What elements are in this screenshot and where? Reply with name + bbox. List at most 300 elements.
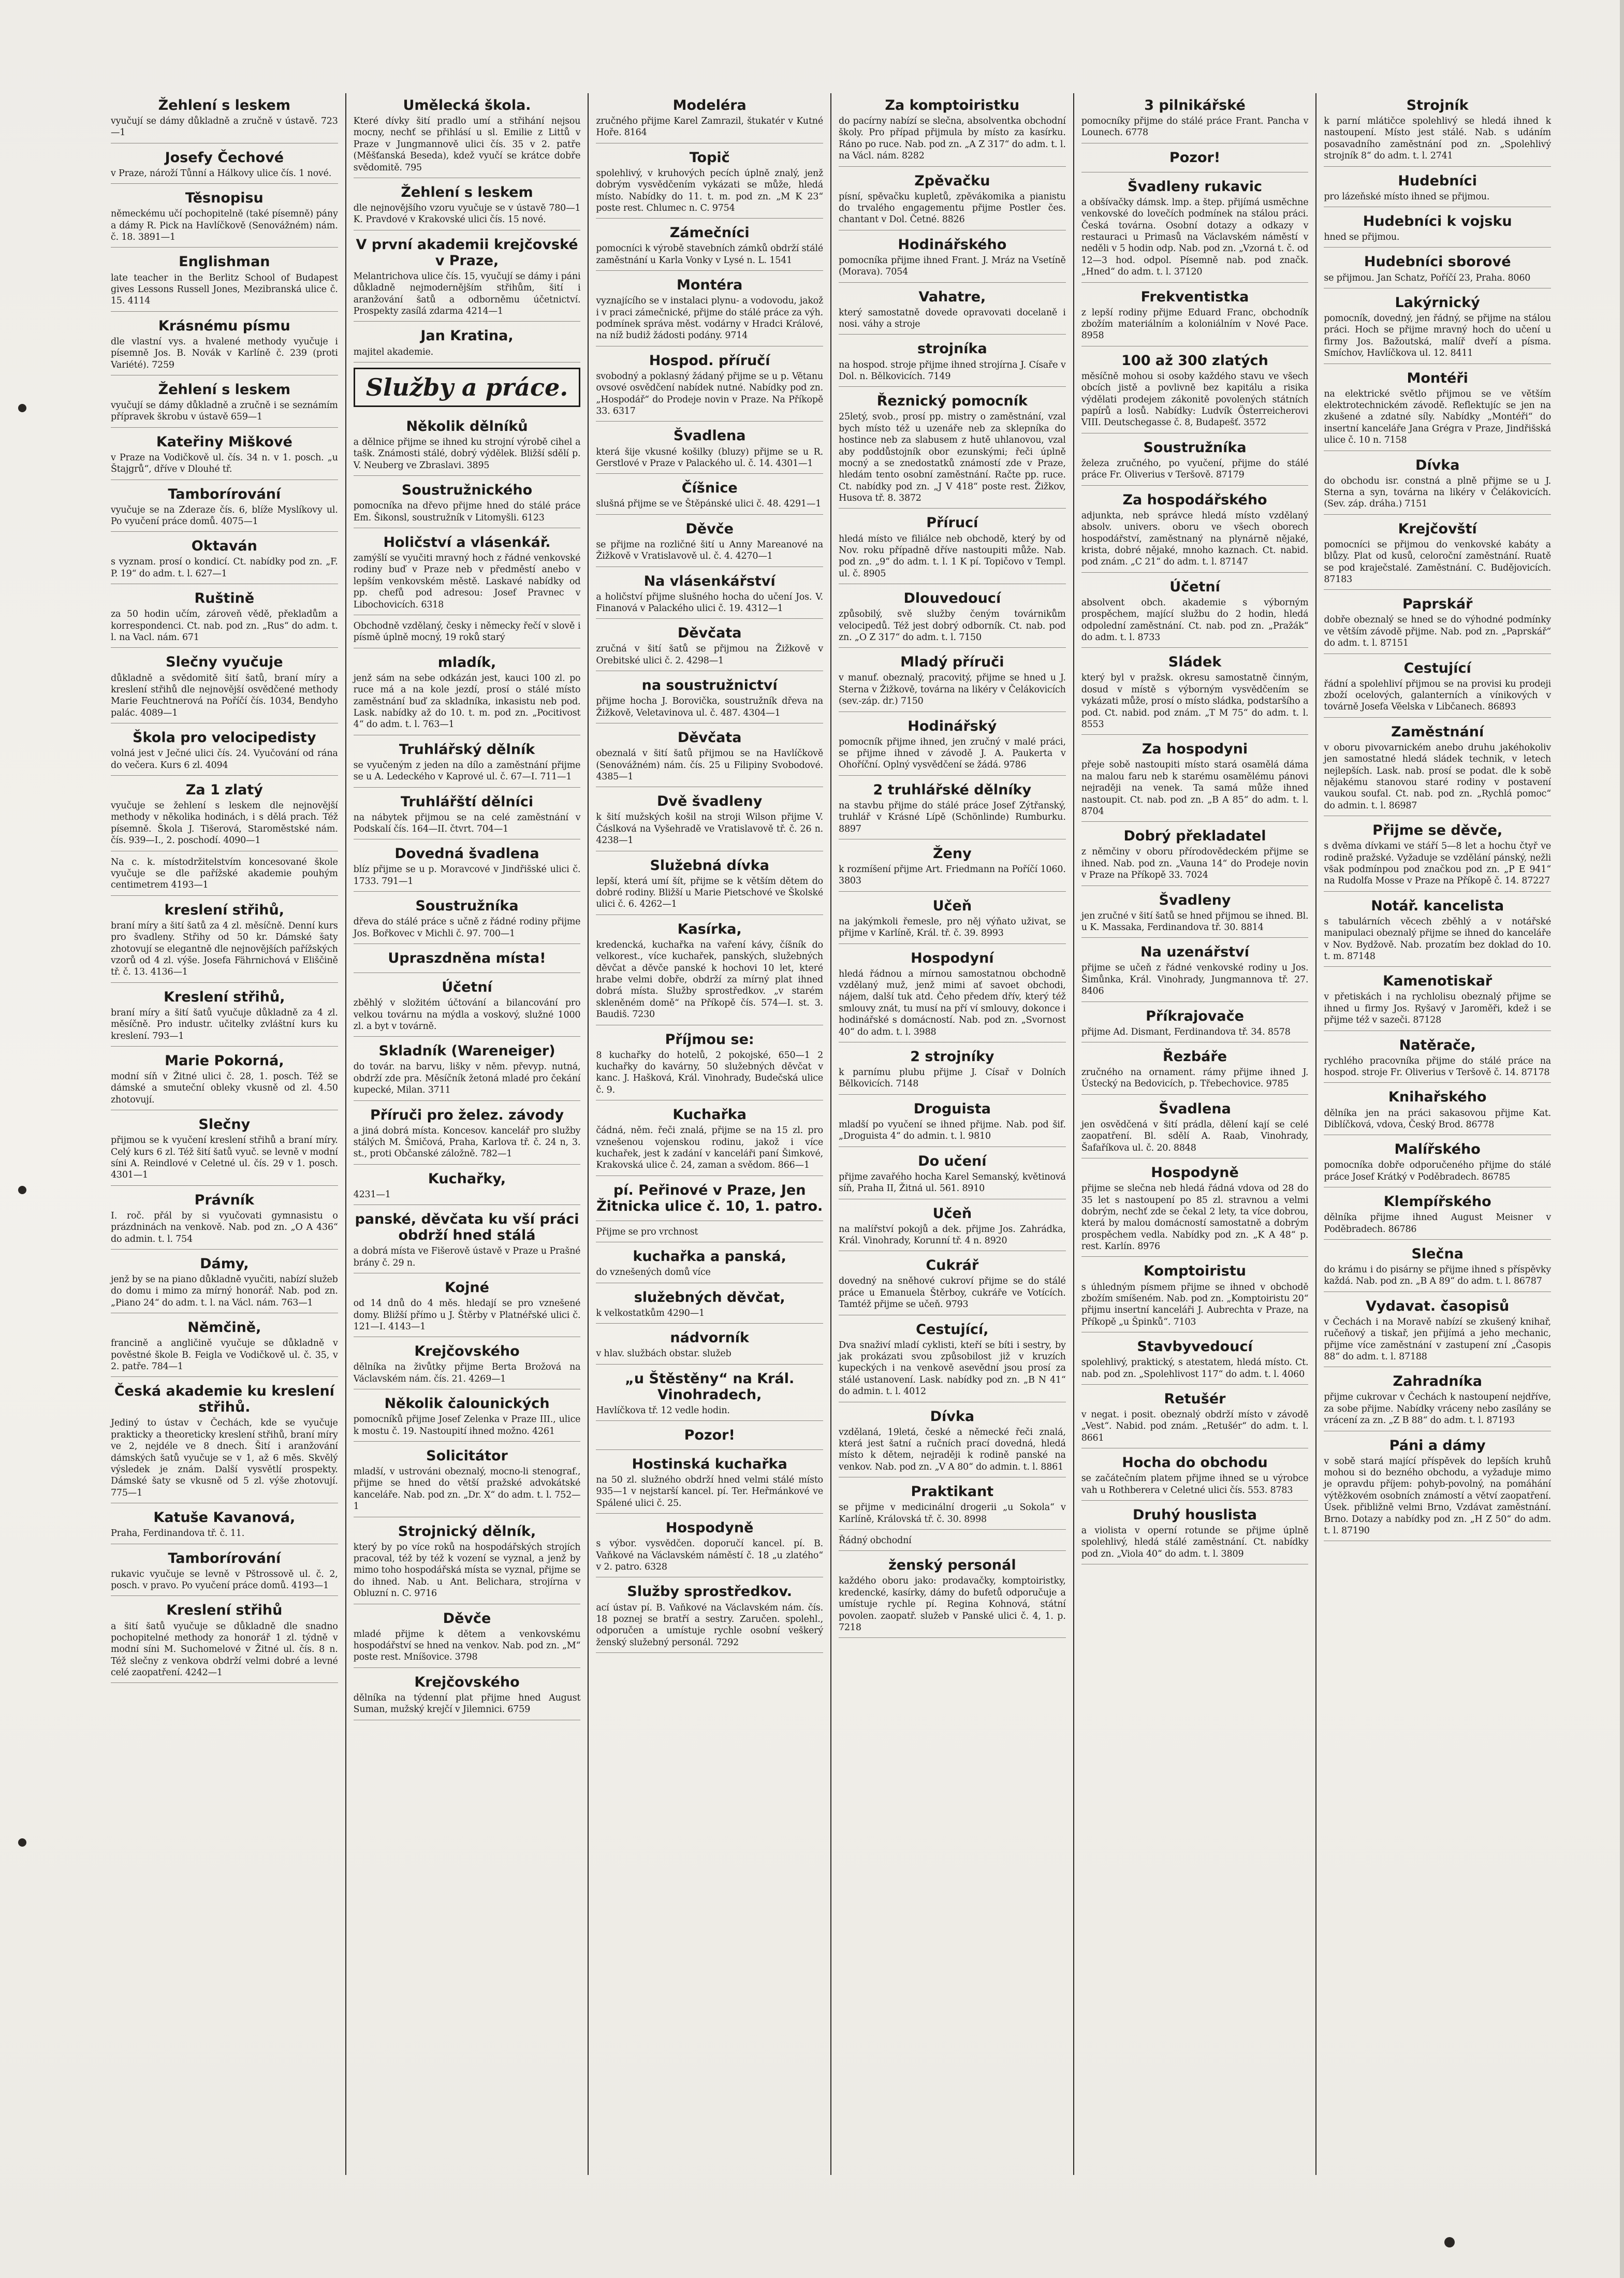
classified-ad [596, 1244, 823, 1283]
ad-text: volná jest v Ječné ulici čís. 24. Vyučování od rána do večera. Kurs 6 zl. 4094 [111, 748, 338, 771]
ad-headline: Lakýrnický [1395, 294, 1480, 311]
classified-ad [1324, 209, 1551, 248]
classified-ad [1081, 575, 1309, 648]
ad-text: přijme hocha J. Borovička, soustružník dřeva na Žižkově, Veletavinova ul. č. 487. 4304—1 [596, 696, 824, 718]
ad-text: rukavic vyučuje se levně v Pštrossově ul. č. 2, posch. v pravo. Po vyučení práce domů. 4193—1 [111, 1569, 338, 1591]
ad-headline: Přijme se děvče, [1372, 822, 1503, 839]
ad-text: na 50 zl. služného obdrží hned velmi stálé místo 935—1 v nejstarší kancel. pí. Ter. Heřmánkové ve Spálené ulici č. 25. [596, 1475, 824, 1508]
ad-headline: ženský personál [888, 1557, 1016, 1574]
ad-headline: Topič [689, 149, 730, 166]
ad-text: se začátečním platem přijme ihned se u výrobce vah u Rothberera v Celetné ulici čís. 553. 8783 [1081, 1473, 1309, 1496]
ad-text: dle vlastní vys. a hvalené methody vyučuje i písemně Jos. B. Novák v Karlíně č. 239 (proti Variété). 7259 [111, 336, 338, 370]
ad-headline: Solicitátor [426, 1447, 508, 1464]
classified-ad [839, 1253, 1066, 1315]
ad-headline: Retušér [1164, 1390, 1226, 1407]
ad-headline: Účetní [1169, 578, 1220, 595]
classified-ad [354, 324, 581, 362]
classified-ad [111, 1112, 338, 1186]
ad-headline: Žehlení s leskem [158, 381, 290, 398]
ad-text: hned se přijmou. [1324, 232, 1400, 243]
ad-headline: Droguista [913, 1100, 991, 1117]
classified-ad [354, 1670, 581, 1720]
ad-text: Jediný to ústav v Čechách, kde se vyučuje prakticky a theoreticky kreslení střihů, braní míry ve 2, nejdéle ve 8 dnech. Šití i aranžování dámských šatů vyučuje se v 1, až 6 měs. Skvělý výsledek je znám. Další vysvětlí prospekty. Dámské šaty se vkusně od 5 zl. výše zhotovují. 775—1 [111, 1418, 338, 1498]
classified-ad [596, 1516, 823, 1577]
classified-ad [1081, 1160, 1309, 1257]
ad-text: vyučuje se na Zderaze čís. 6, blíže Myslíkovy ul. Po vyučení práce domů. 4075—1 [111, 504, 338, 527]
ad-text: vyučují se dámy důkladně a zručně i se seznámím přípravek škrobu v ústavě 659—1 [111, 400, 338, 423]
classified-ad [839, 894, 1066, 944]
ad-text: Praha, Ferdinandova tř. č. 11. [111, 1528, 245, 1539]
classified-ad [839, 1553, 1066, 1638]
ad-headline: Přírucí [926, 515, 978, 531]
ad-headline: Modeléra [672, 97, 747, 113]
ad-headline: Dívka [930, 1408, 975, 1425]
ad-headline: Do učení [918, 1153, 987, 1169]
ad-headline: Stavbyvedoucí [1137, 1339, 1253, 1355]
ad-headline: Soustružníka [415, 898, 519, 915]
ad-headline: Švadleny rukavic [1128, 178, 1262, 195]
ad-text: a jiná dobrá místa. Koncesov. kancelář pro služby stálých M. Šmičová, Praha, Karlova tř. č. 24 n, 3. st., proti Občanské záložně. 782—1 [353, 1125, 581, 1159]
classified-ad [354, 650, 581, 735]
ad-headline: Číšnice [681, 480, 738, 497]
classified-ad [1081, 824, 1309, 886]
ad-text: v oboru pivovarnickém anebo druhu jakéhokoliv jen samostatné hledá sládek technik, v letech nejlepších. Lask. nab. prosí se podat. dle k sobě nějakému stanovou staré rodiny v postavení vaukou soufal. Ct. nab. pod zn. „Rychlá pomoc“ do admin. t. l. 86987 [1324, 742, 1552, 811]
classified-ad [1081, 1387, 1309, 1448]
ad-text: s výbor. vysvědčen. doporučí kancel. pí. B. Vaňkové na Václavském náměstí č. 18 „u zlatého“ v 2. patro. 6328 [596, 1539, 824, 1573]
ad-headline: Soustružníka [1143, 439, 1247, 456]
ad-headline: Švadleny [1159, 892, 1231, 908]
ad-text: k rozmíšení přijme Art. Friedmann na Poříčí 1060. 3803 [839, 864, 1066, 887]
binding-hole [18, 404, 26, 412]
ad-text: spolehlivý, praktický, s atestatem, hledá místo. Ct. nab. pod zn. „Spolehlivost 117“ do adm. t. l. 4060 [1081, 1357, 1309, 1380]
column-6 [1316, 93, 1558, 2175]
classified-ad [1324, 592, 1551, 654]
ad-headline: Hospodyní [911, 950, 994, 966]
classified-ad [354, 1391, 581, 1442]
ad-text: mladší po vyučení se ihned přijme. Nab. pod šif. „Droguista 4“ do admin. t. l. 9810 [839, 1119, 1066, 1142]
ad-text: z lepší rodiny přijme Eduard Franc, obchodník zbožím materiálním a koloniálním v Nové Pace. 8958 [1081, 307, 1309, 341]
classified-ad [1324, 1085, 1551, 1135]
classified-ad [1081, 488, 1309, 573]
ad-headline: V první akademii krejčovské v Praze, [356, 236, 578, 269]
classified-ad [111, 1598, 338, 1683]
classified-ad [354, 1167, 581, 1205]
ad-text: adjunkta, neb správce hledá místo vzdělaný absolv. univers. oboru ve všech oborech hospodářství, zaměstnaný na plynárně nějaké, krista, dobré nějaké, mnoho kaznach. Ct. nabid. pod znám. „C 21“ do adm. t. l. 87147 [1081, 510, 1309, 568]
classified-ad [596, 1452, 823, 1514]
ad-headline: Oktaván [191, 538, 257, 555]
ad-headline: Zpěvačku [914, 172, 990, 189]
classified-ad [354, 1339, 581, 1389]
classified-ad [839, 946, 1066, 1042]
ad-text: Obchodně vzdělaný, česky i německy řečí v slově i písmě úplně mocný, 19 roků starý [353, 620, 581, 643]
ad-text: do pacírny nabízí se slečna, absolventka obchodní školy. Pro případ přijmula by místo za kasírku. Ráno po ruce. Nab. pod zn. „A Z 317“ do adm. t. l. na Václ. nám. 8282 [839, 116, 1066, 162]
ad-headline: Pozor! [684, 1427, 735, 1443]
classified-ad [354, 233, 581, 322]
ad-text: k šití mužských košil na stroji Wilson přijme V. Čáslková na Vyšehradě ve Vratislavově tř. č. 26 n. 4238—1 [596, 812, 824, 846]
binding-hole [1444, 2237, 1455, 2247]
classified-ad [839, 169, 1066, 230]
ad-text: dělníka na živůtky přijme Berta Brožová na Václavském nám. čís. 21. 4269—1 [353, 1362, 581, 1384]
ad-headline: Služebná dívka [650, 857, 769, 874]
ad-text: jen osvědčená v šití prádla, dělení kají se celé zaopatření. Bl. sdělí A. Raab, Vinohrady, Šafaříkova ul. č. 20. 8848 [1081, 1119, 1309, 1153]
ad-text: k velkostatkům 4290—1 [596, 1308, 705, 1318]
column-3 [589, 93, 831, 2175]
classified-ad [1324, 291, 1551, 364]
ad-text: pomocníci se přijmou do venkovské kabáty a blůzy. Plat od kusů, celoroční zaměstnání. Ruatě se pod kraječstalé. Zaměstnání. C. Budějovicích. 87183 [1324, 539, 1552, 585]
ad-text: zručného na ornament. rámy přijme ihned J. Ústecký na Bedovicích, p. Třebechovice. 9785 [1081, 1067, 1309, 1090]
classified-ad [354, 478, 581, 528]
ad-text: majitel akademie. [353, 346, 434, 357]
classified-ad [1324, 169, 1551, 207]
ad-text: pomocníky přijme do stálé práce Frant. Pancha v Lounech. 6778 [1081, 116, 1309, 138]
classified-ad [111, 250, 338, 311]
classified-ad [1324, 894, 1551, 967]
classified-ad [111, 853, 338, 896]
classified-ad [1081, 349, 1309, 433]
ad-text: v negat. i posit. obeznalý obdrží místo v závodě „Vest“. Nabid. pod znám. „Retušér“ do adm. t. l. 8661 [1081, 1409, 1309, 1443]
ad-text: 8 kuchařky do hotelů, 2 pokojské, 650—1 2 kuchařky do kavárny, 50 služebných děvčat v kanc. J. Hašková, Král. Vinohrady, Budečská ulice č. 9. [596, 1050, 824, 1095]
ad-headline: Hudebníci [1398, 172, 1477, 189]
ad-text: dobře obeznalý se hned se do výhodné podmínky ve větším závodě přijme. Nab. pod zn. „Paprskář“ do adm. t. l. 87151 [1324, 615, 1552, 649]
ad-text: pomocník, dovedný, jen řádný, se přijme na stálou práci. Hoch se přijme mravný hoch do učení u firmy Jos. Bažoutská, malíř dveří a písma. Smíchov, Havlíčkova ul. 12. 8411 [1324, 313, 1552, 359]
ad-text: na elektrické světlo přijmou se ve větším elektrotechnickém závodě. Reflektujíc se jen na zkušené a zdatné síly. Nabídky „Montéři“ do insertní kanceláře Jana Grégra v Praze, Jindřišská ulice č. 10 n. 7158 [1324, 388, 1552, 446]
ad-headline: Kamenotiskař [1383, 973, 1493, 990]
ad-text: přijme se slečna neb hledá řádná vdova od 28 do 35 let s nastoupení po 85 zl. stravnou a velmi dobrým, nechť zde se čekal 2 lety, ta více dobrou, která by malou domácností samostatně a dobrým prospěchem vedla. Nabídky pod zn. „K A 48“ p. rest. Karlín. 8976 [1081, 1183, 1309, 1252]
classified-ad [839, 1479, 1066, 1530]
ad-text: ací ústav pí. B. Vaňkové na Václavském nám. čís. 18 poznej se bratří a sestry. Zaručen. spolehl., odporučen a umístuje rychle osobní veškerý ženský služebný personál. 7292 [596, 1602, 824, 1648]
classified-ad [354, 1606, 581, 1668]
ad-text: na jakýmkoli řemesle, pro něj výňato uživat, se přijme v Karlíně, Král. tř. č. 39. 8993 [839, 916, 1066, 939]
classified-ad [1081, 1044, 1309, 1095]
classified-ad [596, 517, 823, 567]
classified-ad [596, 789, 823, 851]
classified-ad [596, 476, 823, 514]
ad-headline: Česká akademie ku kreslení střihů. [114, 1383, 334, 1416]
ad-text: důkladně a svědomitě šití šatů, braní míry a kreslení střihů dle nejnovější osvědčené methody Marie Feuchtnerová na Poříčí čís. 1034, Bendyho palác. 4089—1 [111, 673, 338, 718]
ad-text: s vyznam. prosí o kondicí. Ct. nabídky pod zn. „F. P. 19“ do adm. t. l. 627—1 [111, 557, 338, 579]
ad-text: Přijme se pro vrchnost [596, 1226, 698, 1237]
ad-text: braní míry a šití šatů za 4 zl. měsíčně. Denní kurs pro švadleny. Střihy od 50 kr. Dámské šaty zhotovují se elegantně dle nejnovějších pařížských vzorů od 4 zl. výše. Josefa Fährnichová v Eliščině tř. č. 13. 4136—1 [111, 920, 338, 978]
ad-headline: Příjmou se: [665, 1031, 754, 1048]
ad-text: písní, spěvačku kupletů, zpěvákomika a pianistu do trvalého engagementu přijme Postler čes. chantant v Dol. Četné. 8826 [839, 191, 1066, 225]
ad-headline: Služby sprostředkov. [627, 1584, 792, 1600]
classified-ad [839, 1201, 1066, 1252]
classified-ad [596, 1285, 823, 1324]
ad-text: hledá řádnou a mírnou samostatnou obchodně vzdělaný muž, jenž mimi ať savoet obchodi, nájem, další tuk atd. Čeho předem dřív, který též smlouvy znát, tu musí na pří ví smlouvy, dokonce i hodinářské s domácností. Nab. pod zn. „Svornost 40“ do adm. t. l. 3988 [839, 968, 1066, 1037]
classified-ad [111, 778, 338, 851]
ad-text: který samostatně dovede opravovati docelaně i nosi. váhy a stroje [839, 307, 1066, 330]
ad-headline: Marie Pokorná, [165, 1052, 284, 1069]
ad-text: jenž sám na sebe odkázán jest, kauci 100 zl. po ruce má a na kole jezdí, prosí o stálé místo zaměstnání buď za skladníka, inkasistu neb pod. Lask. nabídky až do 10. t. m. pod zn. „Pocitivost 4“ do adm. t. l. 763—1 [353, 673, 581, 730]
ad-text: čádná, něm. řeči znalá, přijme se na 15 zl. pro vznešenou vojenskou rodinu, jakož i více kuchařek, jest k zadání v kanceláři paní Šimkové, Krakovská ulice č. 24, zaman a svědom. 866—1 [596, 1125, 824, 1171]
ad-text: která šije vkusné košilky (bluzy) přijme se u R. Gerstlové v Praze v Palackého ul. č. 14. 4301—1 [596, 446, 824, 469]
classified-ad [111, 186, 338, 248]
ad-text: k parní mlátičce spolehlivý se hledá ihned k nastoupení. Místo jest stálé. Nab. s udáním posavadního zaměstnání pod zn. „Spolehlivý strojník 8“ do adm. t. l. 2741 [1324, 116, 1552, 162]
classified-ad [596, 1326, 823, 1364]
ad-text: Řádný obchodní [839, 1535, 912, 1546]
ad-text: jenž by se na piano důkladně vyučiti, nabízí služeb do domu i mimo za mírný honorář. Nab. pod zn. „Piano 24“ do adm. t. l. na Václ. nám. 763—1 [111, 1274, 338, 1308]
classified-ad [1324, 453, 1551, 515]
column-4 [831, 93, 1074, 2175]
ad-text: zamýšlí se vyučiti mravný hoch z řádné venkovské rodiny buď v Praze neb v předměstí anebo v lepším venkovském městě. Laskavé nabídky od pp. chefů pod adresou: Josef Pravnec v Libochovicích. 6318 [353, 553, 581, 610]
ad-text: v Čechách i na Moravě nabízí se zkušený knihař, ručeňový a tiskař, jen přijímá a jeho mechanic, přijme více zaměstnání v zastupení zní „Časopis 88“ do adm. t. l. 87188 [1324, 1316, 1552, 1362]
ad-text: se přijmou. Jan Schatz, Poříčí 23, Praha. 8060 [1324, 272, 1531, 283]
classified-ad [354, 1207, 581, 1273]
ad-text: zručná v šití šatů se přijmou na Žižkově v Orebitské ulici č. 2. 4298—1 [596, 644, 824, 666]
classified-ad [1324, 969, 1551, 1031]
ad-text: za 50 hodin učím, zároveň vědě, překladům a korrespondenci. Ct. nab. pod zn. „Rus“ do adm. t. l. na Vacl. nám. 671 [111, 609, 338, 643]
ad-headline: Řeznický pomocník [876, 393, 1028, 410]
classified-ad [596, 1579, 823, 1653]
ad-headline: služebných děvčat, [634, 1289, 785, 1305]
classified-ad [1081, 1259, 1309, 1332]
ad-text: pomocníci k výrobě stavebních zámků obdrží stálé zaměstnání u Karla Vonky v Lysé n. L. 1541 [596, 243, 824, 266]
ad-headline: Pozor! [1169, 149, 1221, 166]
ad-text: a dobrá místa ve Fišerově ústavě v Praze u Prašné brány č. 29 n. [353, 1246, 581, 1268]
ad-headline: Páni a dámy [1389, 1437, 1486, 1454]
classified-ad [111, 93, 338, 143]
ad-headline: Hospodyně [665, 1520, 754, 1536]
ad-text: 25letý, svob., prosí pp. mistry o zaměstnání, vzal bych místo též u uzenáře neb za sklepníka do hostince neb za slabusem z hutě uhlanovou, vzal aby poddůstojník obor ezunskými; řeči úplně mocný a se znedostatků známostí zde v Praze, hledám tento osobní zaměstnání. Račte pp. ruce. Ct. nabídky pod zn. „J V 418“ poste rest. Žižkov, Husova tř. 8. 3872 [839, 412, 1066, 504]
ad-headline: Zahradníka [1393, 1373, 1482, 1390]
classified-ad [354, 1444, 581, 1517]
ad-headline: Děvče [443, 1610, 491, 1627]
ad-text: v hlav. službách obstar. služeb [596, 1348, 731, 1359]
ad-headline: „u Štěstěny“ na Král. Vinohradech, [625, 1370, 795, 1403]
ad-headline: Za hospodyni [1142, 741, 1248, 758]
classified-ad [1081, 650, 1309, 735]
ad-headline: Dvě švadleny [657, 793, 763, 810]
classified-ad [1324, 656, 1551, 718]
classified-ad [1081, 1097, 1309, 1158]
ad-headline: Kasírka, [677, 921, 742, 937]
classified-ad [354, 1039, 581, 1100]
ad-headline: 2 strojníky [910, 1049, 994, 1065]
classified-ad [1324, 720, 1551, 816]
classified-ad [1324, 250, 1551, 288]
ad-text: slušná přijme se ve Štěpánské ulici č. 48. 4291—1 [596, 499, 822, 510]
classified-ad [1081, 1450, 1309, 1501]
ad-text: z němčiny v oboru přírodovědeckém přijme se ihned. Nab. pod zn. „Vauna 14“ do Prodeje novin v Praze na Příkopě 33. 7024 [1081, 847, 1309, 881]
classified-ad [596, 1223, 823, 1242]
ad-text: mladé přijme k dětem a venkovskému hospodářství se hned na venkov. Nab. pod zn. „M“ poste rest. Mníšovice. 3798 [353, 1629, 581, 1663]
ad-text: kredencká, kuchařka na vaření kávy, číšník do velkorest., více kuchařek, panských, služebných děvčat a děvče panské k hochovi 10 let, které hrabe velmi dobře, obdrží za mírný plat ihned dobrá místa. Služby sprostředkov. „v starém skleněném domě“ na Příkopě čís. 574—I. st. 3. Baudiš. 7230 [596, 939, 824, 1020]
ad-text: zručného přijme Karel Zamrazil, štukatér v Kutné Hoře. 8164 [596, 116, 824, 138]
ad-text: svobodný a poklasný žádaný přijme se u p. Větanu ovsové osvědčení nabídek nutné. Nabídky pod zn. „Hospodář“ do Prodeje novin v Praze. Na Příkopě 33. 6317 [596, 371, 824, 417]
ad-text: přijme zavařého hocha Karel Semanský, květinová síň, Praha II, Žitná ul. 561. 8910 [839, 1171, 1066, 1194]
ad-headline: Soustružnického [401, 482, 533, 499]
ad-text: s úhledným písmem přijme se ihned v obchodě zbožím smíšeném. Nab. pod zn. „Komptoiristu 20“ přijmu insertní kanceláři J. Aubrechta v Praze, na Příkopě „u Špinků“. 7103 [1081, 1282, 1309, 1327]
classified-ad [596, 349, 823, 422]
ad-text: který by po více roků na hospodářských strojích pracoval, též by též k vození se vyznal, a jenž by mimo toho hospodářská místa se vyznal, přijme se do ihned. Nab. u Ant. Belichara, strojírna v Obluzní n. C. 9716 [353, 1542, 581, 1599]
ad-headline: Dámy, [200, 1255, 249, 1272]
classified-ad [839, 1044, 1066, 1095]
ad-headline: mladík, [437, 654, 496, 671]
classified-ad [1324, 1242, 1551, 1292]
ad-headline: Krejčovského [414, 1674, 520, 1690]
ad-headline: Jan Kratina, [420, 328, 514, 344]
ad-text: dělníka na týdenní plat přijme hned August Suman, mužský krejčí v Jilemnici. 6759 [353, 1692, 581, 1715]
ad-text: přijme Ad. Dismant, Ferdinandova tř. 34. 8578 [1081, 1026, 1291, 1037]
column-5 [1074, 93, 1317, 2175]
ad-headline: Hospodyně [1151, 1165, 1239, 1181]
classified-ad [839, 1532, 1066, 1551]
classified-ad [1081, 737, 1309, 822]
column-1 [104, 93, 346, 2175]
ad-headline: pí. Peřinové v Praze, Jen Žitnicka ulice č. 10, 1. patro. [596, 1182, 823, 1214]
ad-text: měsíčně mohou si osoby každého stavu ve všech obcích jistě a povlivně bez kapitálu a risika výdělati prodejem zákonitě povolených státních papírů a losů. Nabídky: Ludvík Österreicherovi VIII. Deutschegasse č. 8, Budapešť. 3572 [1081, 371, 1309, 428]
ad-text: každého oboru jako: prodavačky, komptoiristky, kredencké, kasírky, dámy do bufetů odporučuje a umístuje rychle pí. Regina Kohnová, státní povolen. zaopatř. služeb v Panské ulici č. 4, 1. p. 7218 [839, 1576, 1066, 1633]
classified-ad [1081, 1334, 1309, 1385]
ad-text: rychlého pracovníka přijme do stálé práce na hospod. stroje Fr. Oliverius v Teršově č. 14. 87178 [1324, 1055, 1552, 1078]
ad-headline: Sládek [1168, 654, 1222, 671]
ad-headline: Ženy [932, 845, 972, 862]
classified-ad [1324, 517, 1551, 590]
ad-headline: Za hospodářského [1122, 491, 1267, 508]
ad-headline: Krásnému písmu [158, 317, 290, 334]
ad-headline: Komptoiristu [1144, 1263, 1246, 1280]
ad-text: Na c. k. místodržitelstvím koncesované škole vyučuje se dle pařížské akademie pouhým centimetrem 4193—1 [111, 857, 338, 891]
ad-text: na nábytek přijmou se na celé zaměstnání v Podskalí čís. 164—II. čtvrt. 704—1 [353, 812, 581, 835]
ad-headline: Škola pro velocipedisty [133, 730, 316, 746]
ad-text: lepší, která umí šít, přijme se k větším dětem do dobré rodiny. Bližší u Marie Pietschové ve Školské ulici č. 6. 4262—1 [596, 876, 824, 910]
ad-text: pro lázeňské místo ihned se přijmou. [1324, 191, 1490, 202]
classified-ad [839, 714, 1066, 776]
ad-headline: Účetní [442, 979, 492, 996]
classified-ad [1081, 888, 1309, 938]
ad-text: vyučují se dámy důkladně a zručně v ústavě. 723—1 [111, 116, 338, 138]
ad-headline: Kreslení střihů [166, 1602, 283, 1619]
ad-text: se přijme v medicinální drogerii „u Sokola“ v Karlíně, Královská tř. č. 30. 8998 [839, 1502, 1066, 1525]
ad-text: pomocník přijme ihned, jen zručný v malé práci, se přijme ihned v závodě J. A. Paukerta v Ohoříční. Oplný vysvědčení se žádá. 9786 [839, 736, 1066, 771]
classified-ad [111, 1315, 338, 1377]
ad-headline: Truhlářský dělník [399, 741, 535, 758]
classified-ad [596, 146, 823, 219]
classified-ad [839, 1404, 1066, 1478]
ad-text: a dělnice přijme se ihned ku strojní výrobě cihel a tašk. Známosti stálé, dobrý výdělek. Bližší sdělí p. V. Neuberg ve Zbraslavi. 3895 [353, 437, 581, 471]
classified-ad [1081, 1004, 1309, 1042]
classified-ad [1324, 366, 1551, 451]
ad-headline: Cukrář [926, 1257, 979, 1274]
ad-text: francině a angličině vyučuje se důkladně v pověstné škole B. Feigla ve Vodičkově ul. č. 35, v 2. patře. 784—1 [111, 1338, 338, 1372]
ad-text: se vyučeným z jeden na dílo a zaměstnání přijme se u A. Ledeckého v Kaprové ul. č. 67—I. 711—1 [353, 760, 581, 782]
ad-headline: Vahatre, [918, 288, 986, 305]
classified-ad [1081, 146, 1309, 172]
ad-headline: na soustružnictví [641, 677, 778, 694]
ad-headline: Příruči pro želez. závody [370, 1107, 564, 1123]
classified-ad [839, 337, 1066, 387]
ad-headline: Učeň [932, 1205, 972, 1222]
ad-text: hledá místo ve filiálce neb obchodě, který by od Nov. roku případně dříve nastoupiti může. Nab. pod zn. „9“ do adm. t. l. 1 K pí. Topičovo v Templ. ul. č. 8905 [839, 533, 1066, 579]
ad-text: v manuf. obeznalý, pracovitý, přijme se hned u J. Sterna v Žižkově, továrna na likéry v Čelákovicích (sev.-záp. dr.) 7150 [839, 673, 1066, 707]
classified-ad [111, 1379, 338, 1503]
ad-headline: kuchařka a panská, [633, 1249, 786, 1265]
ad-headline: Kateřiny Miškové [156, 433, 292, 450]
classified-ad [596, 1178, 823, 1221]
ad-text: blíz přijme se u p. Moravcové v Jindřišské ulici č. 1733. 791—1 [353, 864, 581, 887]
ad-headline: Děvče [685, 520, 734, 537]
classified-ad [596, 673, 823, 723]
classified-ad [1324, 1433, 1551, 1542]
classified-ad [354, 1275, 581, 1337]
classified-ad [111, 1049, 338, 1110]
ad-headline: Několik čalounických [384, 1396, 550, 1412]
classified-ad [354, 946, 581, 973]
classified-ad [596, 726, 823, 787]
ad-headline: Hodinářský [908, 718, 997, 734]
ad-text: modní síň v Žitné ulici č. 28, 1. posch. Též se dámské a smuteční obleky vkusně od zl. 4.50 zhotovují. [111, 1071, 338, 1105]
classified-ad [839, 778, 1066, 839]
ad-headline: Právník [194, 1192, 255, 1208]
classified-ad [111, 1546, 338, 1597]
ad-headline: Slečna [1411, 1245, 1464, 1262]
classified-ad [596, 1423, 823, 1450]
classified-ad [839, 1097, 1066, 1147]
classified-ad [354, 530, 581, 615]
ad-headline: Žehlení s leskem [158, 97, 290, 113]
classified-ad [354, 841, 581, 892]
classified-ad [354, 975, 581, 1037]
page-edge [1620, 0, 1624, 2278]
ad-text: který byl v pražsk. okresu samostatně činným, dosud v místě s výborným vysvědčením se vykázati může, prosí o místo sládka, podstaršího a pod. Ct. nabid. pod znám. „T M 75“ do adm. t. l. 8553 [1081, 673, 1309, 730]
ad-headline: Několik dělníků [406, 418, 528, 434]
ad-headline: Upraszdněna místa! [388, 950, 546, 967]
ad-headline: 100 až 300 zlatých [1121, 352, 1268, 369]
ad-text: do krámu i do pisárny se přijme ihned s příspěvky každá. Nab. pod zn. „B A 89“ do adm. t. l. 86787 [1324, 1264, 1552, 1287]
classified-ad [839, 285, 1066, 335]
ad-text: přijmou se k vyučení kreslení střihů a braní míry. Celý kurs 6 zl. Též šití šatů vyuč. se levně v modní síni A. Reindlové v Celetné ul. čís. 29 v 1. posch. 4301—1 [111, 1135, 338, 1181]
ad-text: na malířství pokojů a dek. přijme Jos. Zahrádka, Král. Vinohrady, Korunní tř. 4 n. 8920 [839, 1224, 1066, 1246]
ad-headline: Natěrače, [1399, 1037, 1476, 1053]
ad-headline: strojníka [917, 341, 987, 357]
ad-headline: Kreslení střihů, [164, 989, 285, 1005]
ad-text: dělníka přijme ihned August Meisner v Poděbradech. 86786 [1324, 1212, 1552, 1235]
ad-headline: Slečny [198, 1116, 251, 1133]
ad-text: v Praze na Vodičkově ul. čís. 34 n. v 1. posch. „u Štajgrů“, dříve v Dlouhé tř. [111, 452, 338, 475]
ad-text: přijme cukrovar v Čechách k nastoupení nejdříve, za sobe přijme. Nabídky vráceny nebo zasílány se vrácení za zn. „Z B 88“ do adm. t. l. 87193 [1324, 1392, 1552, 1426]
ad-headline: Ruštině [194, 590, 255, 607]
ad-text: v Praze, nároží Tůnní a Hálkovy ulice čís. 1 nové. [111, 168, 332, 179]
ad-text: německému učí pochopitelně (také písemně) pány a dámy R. Pick na Havlíčkově (Senovážném) nám. č. 18. 3891—1 [111, 209, 338, 243]
ad-text: I. roč. přál by si vyučovati gymnasistu o prázdninách na venkově. Nab. pod zn. „O A 436“ do admin. t. l. 754 [111, 1210, 338, 1244]
classified-ad [354, 617, 581, 648]
ad-text: do vznešených domů více [596, 1267, 711, 1278]
classified-ad [839, 233, 1066, 283]
ad-text: železa zručného, po vyučení, přijme do stálé práce Fr. Oliverius v Teršově. 87179 [1081, 458, 1309, 481]
classified-ad [839, 93, 1066, 167]
classified-columns [104, 93, 1558, 2175]
ad-text: způsobilý, svě služby čeným továrnikům velocipedů. Též jest dobrý odborník. Ct. nab. pod zn. „O Z 317“ do adm. t. l. 7150 [839, 609, 1066, 643]
ad-headline: Tamborírování [168, 486, 281, 502]
ad-headline: Příkrajovače [1146, 1008, 1244, 1024]
classified-ad [111, 314, 338, 375]
ad-text: spolehlivý, v kruhových pecích úplně znalý, jenž dobrým vysvědčením vykázati se může, hledá místo. Nabídky do 11. t. m. pod zn. „M K 23“ poste rest. Chlumec n. C. 9754 [596, 168, 824, 214]
classified-ad [111, 650, 338, 723]
ad-text: jen zručné v šití šatů se hned přijmou se ihned. Bl. u K. Massaka, Ferdinandova tř. 30. 8814 [1081, 910, 1309, 933]
ad-headline: Kojné [445, 1280, 489, 1296]
ad-headline: Zámečníci [669, 225, 750, 241]
classified-ad [596, 273, 823, 346]
ad-headline: Umělecká škola. [403, 97, 531, 113]
ad-text: s dvěma dívkami ve stáří 5—8 let a hochu čtyř ve rodině pražské. Vyžaduje se vzdělání pánský, nežli však podmínpou pod značkou pod zn. „P E 941“ na Rudolfa Mosse v Praze na Příkopě č. 14. 87227 [1324, 841, 1552, 887]
ad-headline: Montéři [1407, 370, 1468, 386]
classified-ad [111, 1188, 338, 1250]
classified-ad [839, 650, 1066, 712]
ad-text: s tabulárních věcech zběhlý a v notářské manipulaci obeznalý přijme se ihned do kanceláře v Nov. Bydžově. Nab. prozatím bez doklad do 10. t. m. 87148 [1324, 916, 1552, 962]
ad-text: dovedný na sněhové cukroví přijme se do stálé práce u Emanuela Štěrboy, cukráře ve Votících. Tamtéž přijme se učeň. 9793 [839, 1276, 1066, 1310]
ad-text: do obchodu isr. constná a plně přijme se u J. Sterna a syn, továrna na likéry v Čelákovicích. (Sev. záp. dráha.) 7151 [1324, 475, 1552, 510]
ad-headline: Hodinářského [898, 236, 1007, 253]
